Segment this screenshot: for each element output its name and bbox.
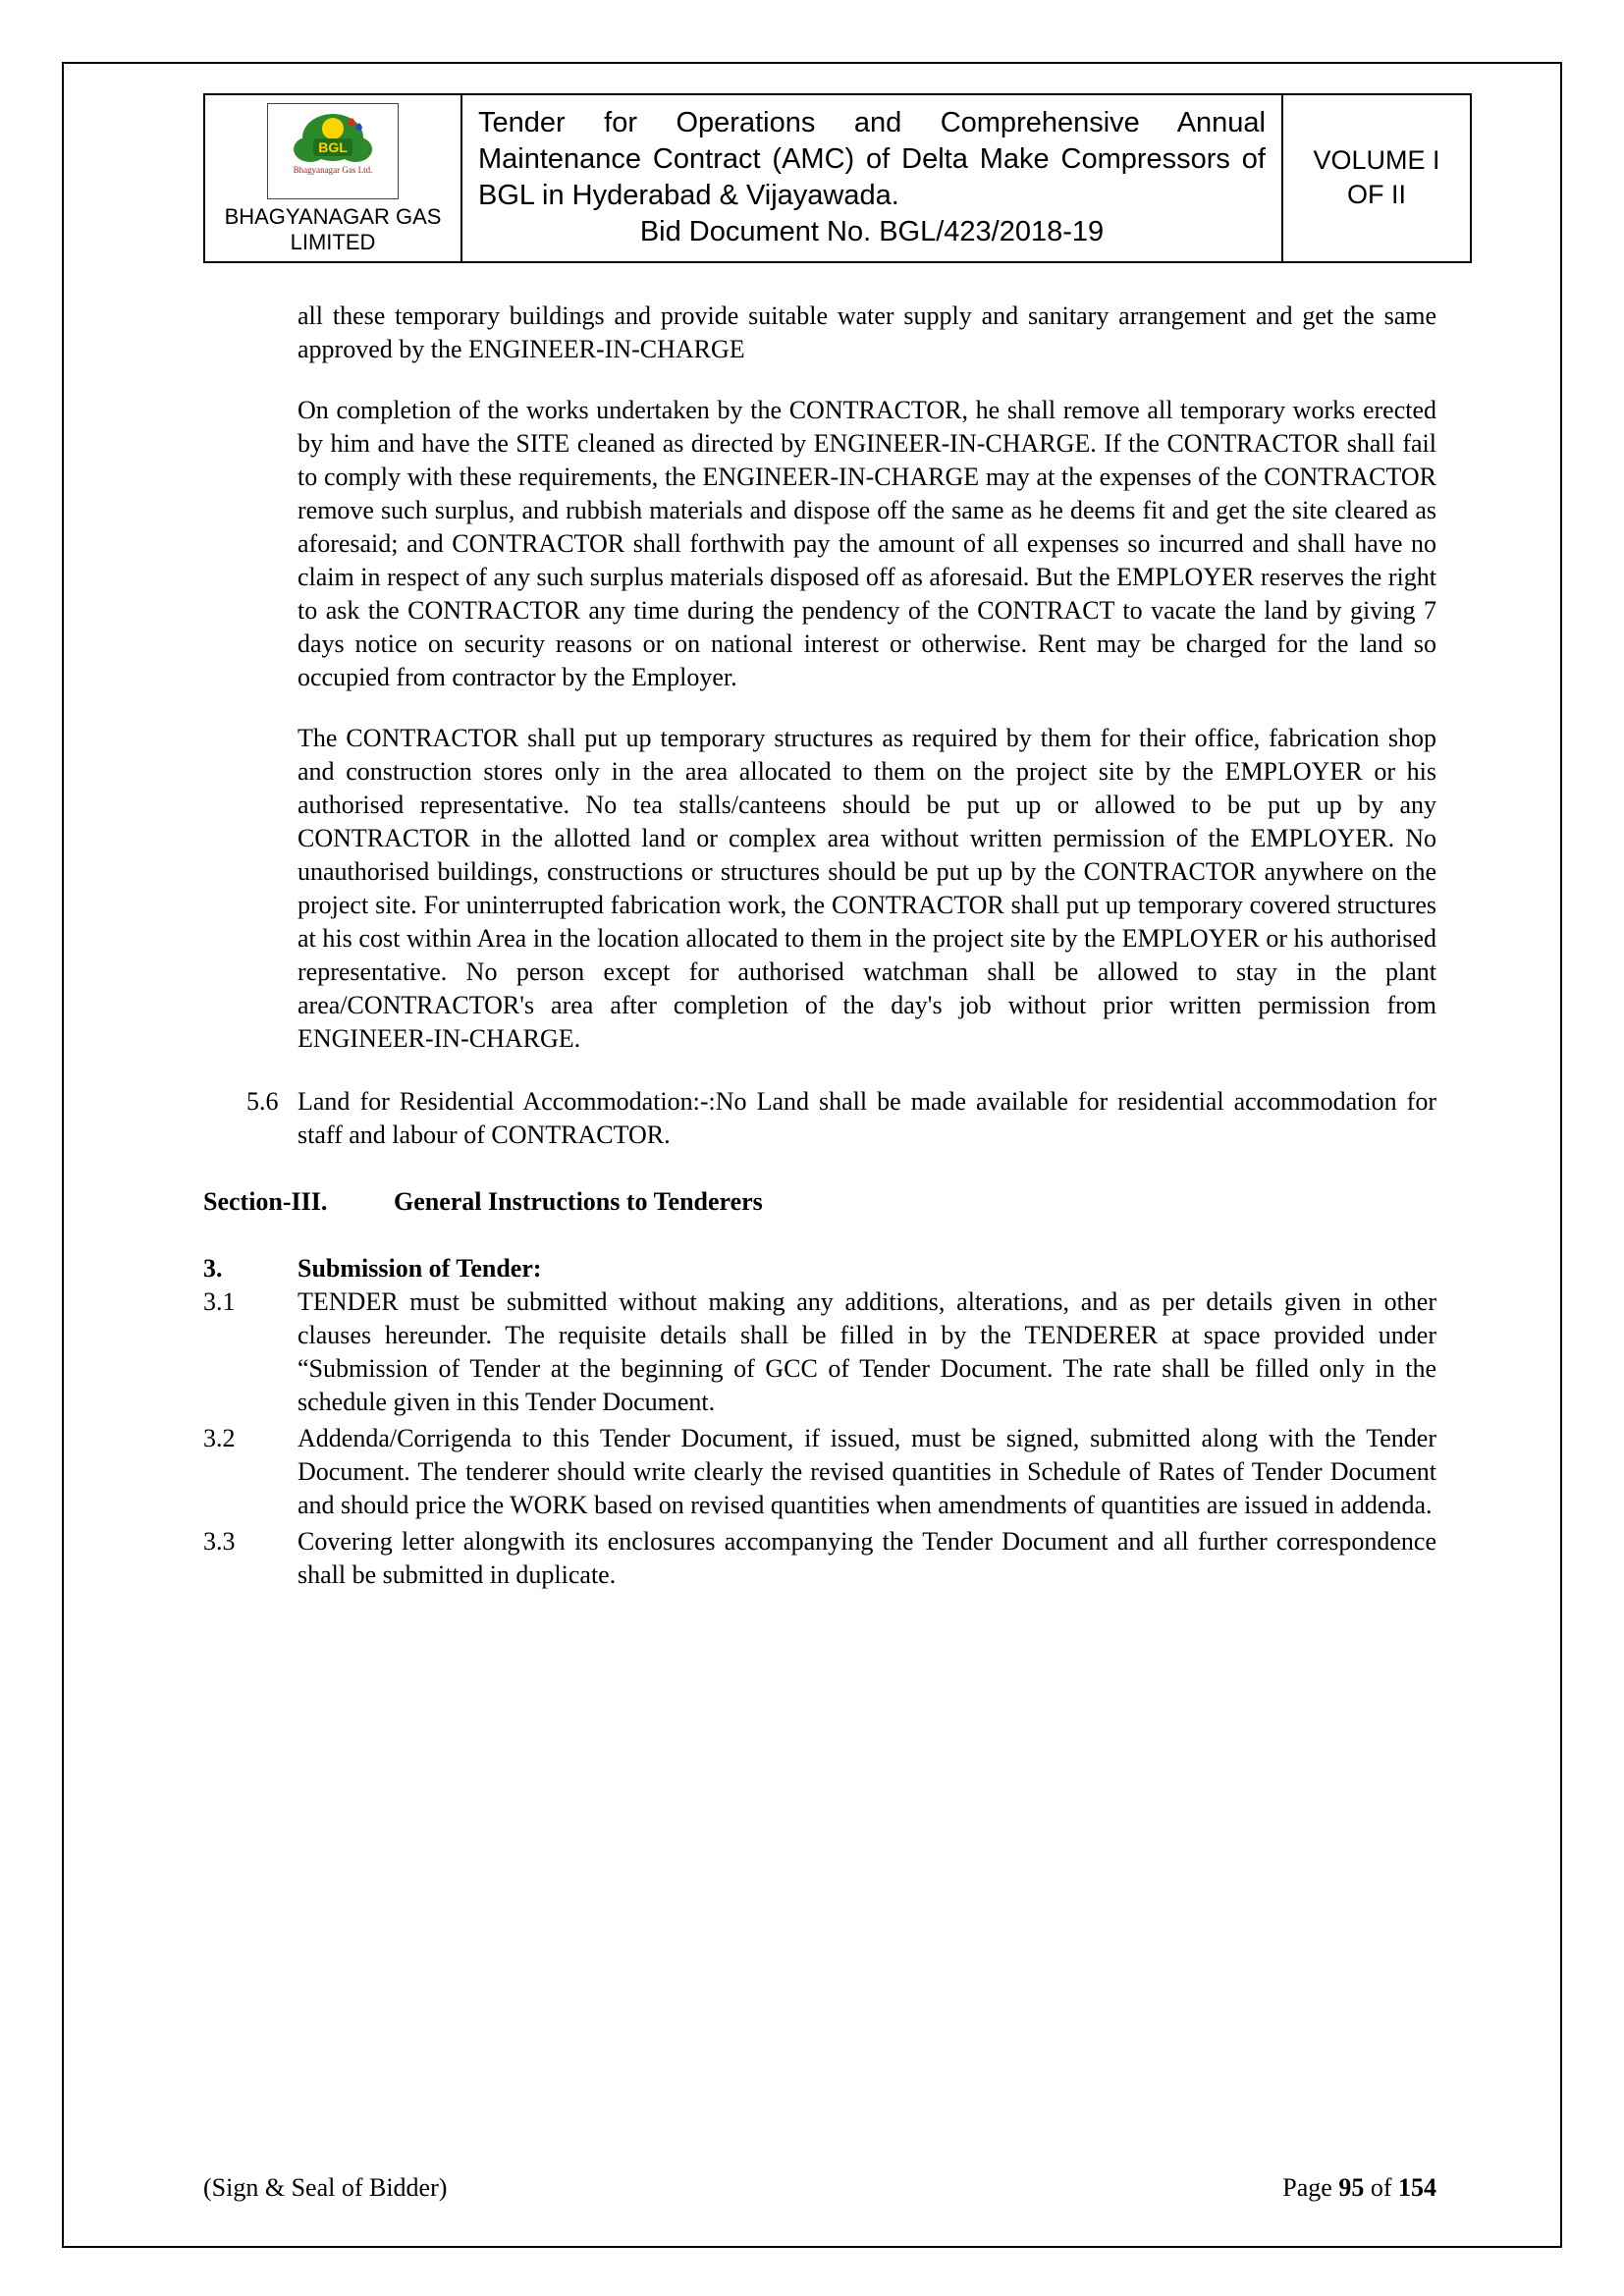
page-label: Page	[1282, 2173, 1339, 2202]
logo-caption: Bhagyanagar Gas Ltd.	[293, 165, 373, 175]
page-indicator	[1282, 2173, 1436, 2203]
document-body	[203, 300, 1436, 1595]
page-of-label: of	[1364, 2173, 1398, 2202]
logo-cell	[204, 94, 461, 262]
volume-cell	[1282, 94, 1471, 262]
bid-document-number: Bid Document No. BGL/423/2018-19	[639, 216, 1105, 248]
subsection-number: 3.	[203, 1254, 223, 1283]
clause-text: Covering letter alongwith its enclosures accompanying the Tender Document and all further correspondence shall be submitted in duplicate.	[298, 1527, 1436, 1589]
sign-seal-note: (Sign & Seal of Bidder)	[203, 2173, 448, 2202]
clause-3-1	[203, 1285, 1436, 1419]
clause-3-3	[203, 1525, 1436, 1592]
bgl-emblem-icon	[273, 108, 393, 194]
page-footer	[203, 2173, 1436, 2203]
company-logo	[267, 103, 399, 199]
clause-text: TENDER must be submitted without making any additions, alterations, and as per details given in other clauses hereunder. The requisite details shall be filled in by the TENDERER at space provided under “Submission of Tender at the beginning of GCC of Tender Document. The rate shall be filled only in the schedule given in this Tender Document.	[298, 1287, 1436, 1416]
clause-number: 3.3	[203, 1527, 236, 1556]
page-total: 154	[1398, 2173, 1436, 2202]
clause-number: 3.1	[203, 1287, 236, 1316]
org-name	[211, 204, 455, 255]
section-title: General Instructions to Tenderers	[394, 1187, 763, 1216]
subsection-heading	[203, 1252, 1436, 1285]
page-border	[62, 62, 1562, 2248]
section-heading	[203, 1185, 1436, 1219]
clause-3-2	[203, 1422, 1436, 1522]
title-cell	[461, 94, 1282, 262]
clause-5-6	[203, 1085, 1436, 1152]
paragraph-continuation: all these temporary buildings and provide suitable water supply and sanitary arrangement and get the same approved by the ENGINEER-IN-CHARGE	[298, 301, 1436, 363]
subsection-title: Submission of Tender:	[298, 1254, 542, 1283]
org-name-line2: LIMITED	[290, 229, 376, 254]
volume-line1: VOLUME I	[1313, 145, 1440, 176]
org-name-line1: BHAGYANAGAR GAS	[224, 204, 442, 229]
paragraph-temporary-structures: The CONTRACTOR shall put up temporary structures as required by them for their office, fabrication shop and construction stores only in the area allocated to them on the project site by the EMPLOYER or his authorised representative. No tea stalls/canteens should be put up or allowed to be put up by any CONTRACTOR in the allotted land or complex area without written permission of the EMPLOYER. No unauthorised buildings, constructions or structures should be put up by the CONTRACTOR anywhere on the project site. For uninterrupted fabrication work, the CONTRACTOR shall put up temporary covered structures at his cost within Area in the location allocated to them in the project site by the EMPLOYER or his authorised representative. No person except for authorised watchman shall be allowed to stay in the plant area/CONTRACTOR's area after completion of the day's job without prior written permission from ENGINEER-IN-CHARGE.	[298, 724, 1436, 1053]
clause-number: 3.2	[203, 1424, 236, 1452]
volume-line2: OF II	[1347, 180, 1406, 210]
clause-text: Land for Residential Accommodation:-:No Land shall be made available for residential accommodation for staff and labour of CONTRACTOR.	[298, 1087, 1436, 1149]
document-title: Tender for Operations and Comprehensive Annual Maintenance Contract (AMC) of Delta Make Compressors of BGL in Hyderabad & Vijayawada.	[478, 107, 1266, 212]
logo-acronym: BGL	[318, 139, 348, 155]
page-number: 95	[1338, 2173, 1365, 2202]
document-header	[203, 93, 1472, 263]
clause-number: 5.6	[246, 1087, 279, 1116]
paragraph-completion-of-works: On completion of the works undertaken by the CONTRACTOR, he shall remove all temporary works erected by him and have the SITE cleaned as directed by ENGINEER-IN-CHARGE. If the CONTRACTOR shall fail to comply with these requirements, the ENGINEER-IN-CHARGE may at the expenses of the CONTRACTOR remove such surplus, and rubbish materials and dispose off the same as he deems fit and get the site cleared as aforesaid; and CONTRACTOR shall forthwith pay the amount of all expenses so incurred and shall have no claim in respect of any such surplus materials disposed off as aforesaid. But the EMPLOYER reserves the right to ask the CONTRACTOR any time during the pendency of the CONTRACT to vacate the land by giving 7 days notice on security reasons or on national interest or otherwise. Rent may be charged for the land so occupied from contractor by the Employer.	[298, 396, 1436, 691]
clause-text: Addenda/Corrigenda to this Tender Document, if issued, must be signed, submitted along with the Tender Document. The tenderer should write clearly the revised quantities in Schedule of Rates of Tender Document and should price the WORK based on revised quantities when amendments of quantities are issued in addenda.	[298, 1424, 1436, 1519]
section-number: Section-III.	[203, 1187, 328, 1216]
